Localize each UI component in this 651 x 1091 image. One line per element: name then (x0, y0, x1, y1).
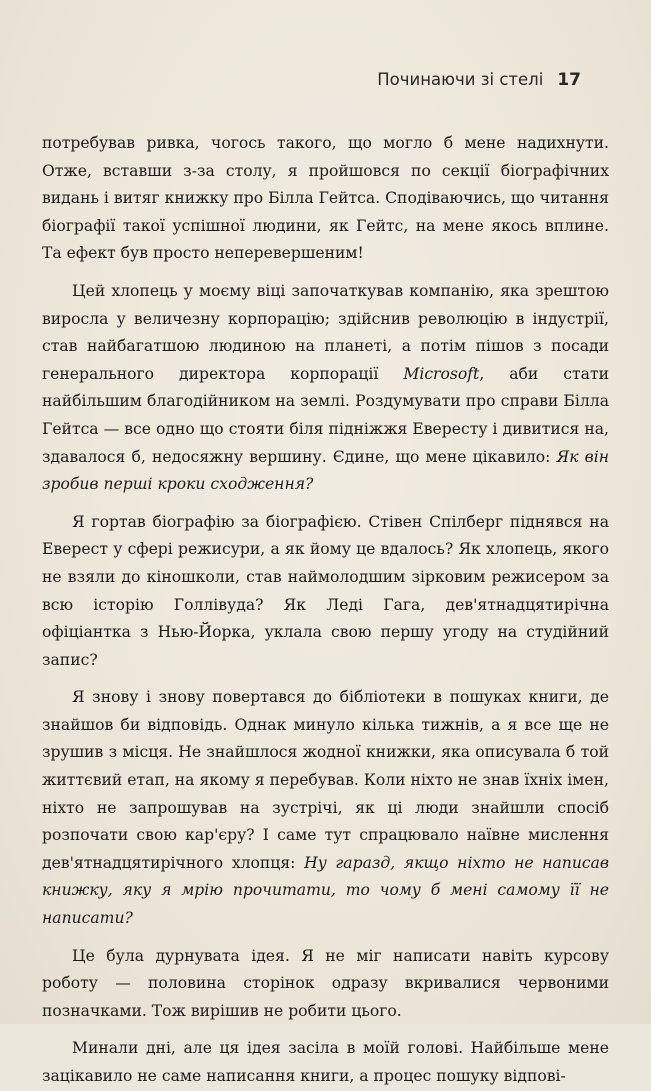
page-number: 17 (557, 70, 581, 90)
paragraph-4: Я знову і знову повертався до бібліотеки в пошуках книги, де знайшов би відповідь. Однак минуло кілька тижнів, а я все ще не зрушив з місця. Не знайшлося жодної книжки, яка описувала б той життєвий етап, на якому я перебував. Коли ніхто не знав їхніх імен, ніхто не запрошував на зустрічі, як ці люди знайшли спосіб розпочати свою кар'єру? І саме тут спрацювало наївне мислення дев'ятнадцятирічного хлопця: Ну гаразд, якщо ніхто не написав книжку, яку я мрію прочитати, то чому б мені самому її не написати? (42, 688, 609, 928)
paragraph-6: Минали дні, але ця ідея засіла в моїй голові. Найбільше мене зацікавило не саме написання книги, а процес пошуку відпові- (42, 1039, 609, 1085)
italic-question: Як він зробив перші кроки сходження? (42, 447, 609, 494)
paragraph-3: Я гортав біографію за біографією. Стівен Спілберг піднявся на Еверест у сфері режисури, а як йому це вдалось? Як хлопець, якого не взяли до кіношколи, став наймолодшим зірковим режисером за всю історію Голлівуда? Як Леді Гага, дев'ятнадцятирічна офіціантка з Нью-Йорка, уклала свою першу угоду на студійний запис? (42, 512, 609, 669)
company-name-italic: Microsoft (403, 364, 480, 383)
italic-thought: Ну гаразд, якщо ніхто не написав книжку, яку я мрію прочитати, то чому б мені самому її не написати? (42, 853, 609, 928)
running-header (377, 70, 581, 90)
body-text (42, 130, 609, 1091)
paragraph-5: Це була дурнувата ідея. Я не міг написати навіть курсову роботу — половина сторінок одразу вкривалися червоними позначками. Тож вирішив не робити цього. (42, 946, 609, 1020)
paragraph-1: потребував ривка, чогось такого, що могло б мене надихнути. Отже, вставши з-за столу, я пройшовся по секції біографічних видань і витяг книжку про Білла Гейтса. Сподіваючись, що читання біографії такої успішної людини, як Гейтс, на мене якось вплине. Та ефект був просто неперевершеним! (42, 134, 610, 263)
chapter-title: Починаючи зі стелі (377, 70, 544, 89)
paragraph-2: Цей хлопець у моєму віці започаткував компанію, яка зрештою виросла у величезну корпорацію; здійснив революцію в індустрії, став найбагатшою людиною на планеті, а потім пішов з посади генерального директора корпорації Microsoft, аби стати найбільшим благодійником на землі. Роздумувати про справи Білла Гейтса — все одно що стояти біля підніжжя Евересту і дивитися на, здавалося б, недосяжну вершину. Єдине, що мене цікавило: Як він зробив перші кроки сходження? (42, 281, 609, 494)
